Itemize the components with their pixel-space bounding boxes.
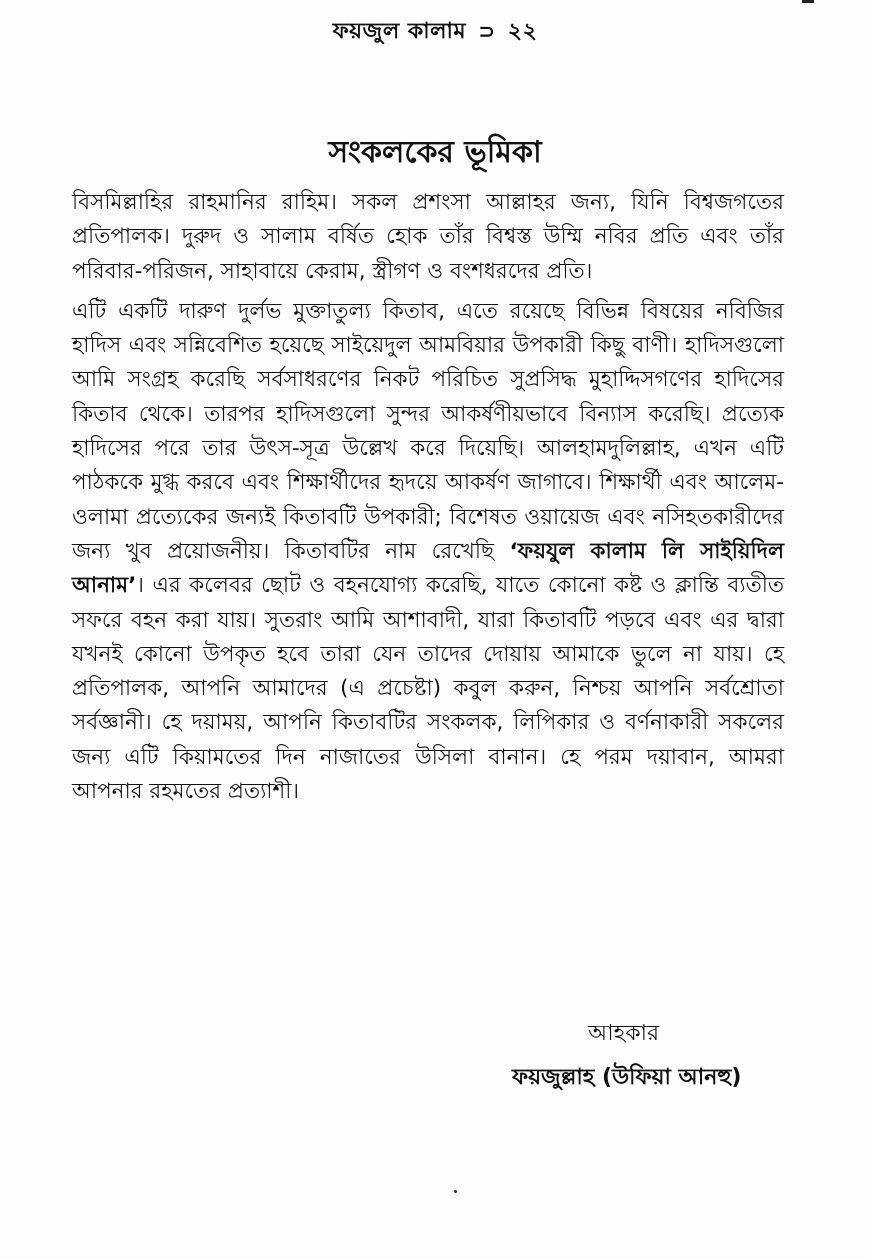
book-name: ‘ফয়যুল কালাম লি সাইয়িদিল আনাম’	[72, 538, 784, 599]
header-page-number: ২২	[507, 19, 538, 44]
paragraph-2-text-after: । এর কলেবর ছোট ও বহনযোগ্য করেছি, যাতে কোনো কষ্ট ও ক্লান্তি ব্যতীত সফরে বহন করা যায়। সুতরাং আমি আশাবাদী, যারা কিতাবটি পড়বে এবং এর দ্বারা যখনই কোনো উপকৃত হবে তারা যেন তাদের দোয়ায় আমাকে ভুলে না যায়। হে প্রতিপালক, আপনি আমাদের (এ প্রচেষ্টা) কবুল করুন, নিশ্চয় আপনি সর্বশ্রোতা সর্বজ্ঞানী। হে দয়াময়, আপনি কিতাবটির সংকলক, লিপিকার ও বর্ণনাকারী সকলের জন্য এটি কিয়ামতের দিন নাজাতের উসিলা বানান। হে পরম দয়াবান, আমরা আপনার রহমতের প্রত্যাশী।	[72, 573, 784, 805]
body-text	[72, 186, 784, 815]
header-book-title: ফয়জুল কালাম	[332, 19, 467, 44]
running-header	[0, 14, 870, 51]
paragraph-1: বিসমিল্লাহির রাহমানির রাহিম। সকল প্রশংসা আল্লাহর জন্য, যিনি বিশ্বজগতের প্রতিপালক। দুরুদ ও সালাম বর্ষিত হোক তাঁর বিশ্বস্ত উম্মি নবির প্রতি এবং তাঁর পরিবার-পরিজন, সাহাবায়ে কেরাম, স্ত্রীগণ ও বংশধরদের প্রতি।	[72, 190, 784, 284]
print-speck	[454, 1190, 457, 1193]
signoff-name: ফয়জুল্লাহ (উফিয়া আনহু)	[512, 1065, 742, 1090]
chapter-title: সংকলকের ভূমিকা	[328, 135, 542, 170]
corner-mark	[802, 0, 814, 3]
header-separator-icon: ⊃	[478, 19, 496, 43]
paragraph-2	[72, 295, 784, 809]
signoff-label: আহকার	[588, 1021, 660, 1046]
paragraph-2-text-before: এটি একটি দারুণ দুর্লভ মুক্তাতুল্য কিতাব, এতে রয়েছে বিভিন্ন বিষয়ের নবিজির হাদিস এবং সন্নিবেশিত হয়েছে সাইয়েদুল আমবিয়ার উপকারী কিছু বাণী। হাদিসগুলো আমি সংগ্রহ করেছি সর্বসাধরণের নিকট পরিচিত সুপ্রসিদ্ধ মুহাদ্দিসগণের হাদিসের কিতাব থেকে। তারপর হাদিসগুলো সুন্দর আকর্ষণীয়ভাবে বিন্যাস করেছি। প্রত্যেক হাদিসের পরে তার উৎস-সূত্র উল্লেখ করে দিয়েছি। আলহামদুলিল্লাহ, এখন এটি পাঠককে মুগ্ধ করবে এবং শিক্ষার্থীদের হৃদয়ে আকর্ষণ জাগাবে। শিক্ষার্থী এবং আলেম-ওলামা প্রত্যেকের জন্যই কিতাবটি উপকারী; বিশেষত ওয়ায়েজ এবং নসিহতকারীদের জন্য খুব প্রয়োজনীয়। কিতাবটির নাম রেখেছি	[72, 298, 784, 564]
